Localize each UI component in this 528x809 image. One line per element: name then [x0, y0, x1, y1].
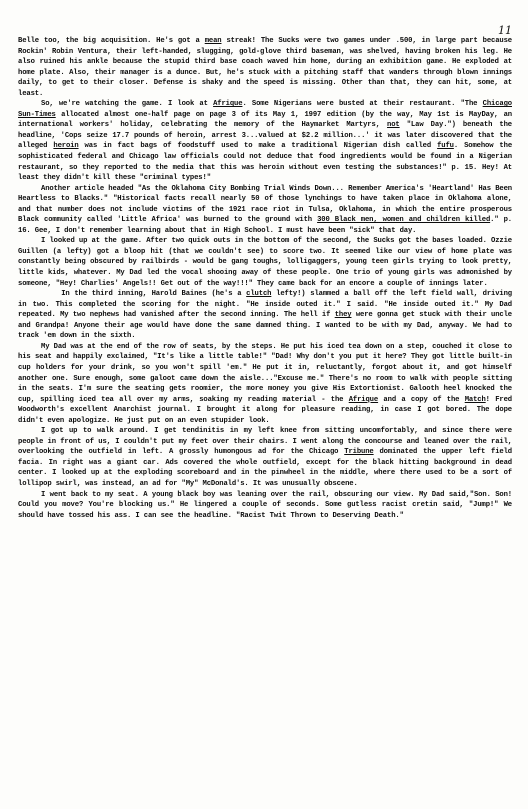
paragraph	[18, 342, 512, 426]
paragraph	[18, 99, 512, 183]
text-run: I looked up at the game. After two quick outs in the bottom of the second, the Sucks got the bases loaded. Ozzie Guillen (a lefty) got a bloop hit (that we couldn't see) to score two. It seemed like our view of home plate was constantly being obscured by railbirds - would be gang toughs, lolligaggers, young teen girls trying to look pretty, little kids, whatever. My Dad led the vocal shooing away of these people. One trio of young girls was admonished by someone, "Hey! Charlies' Angels!! Get out of the way!!!" They came back for an encore a couple of innings later.	[18, 237, 512, 288]
text-run: allocated almost one-half page on page 3 of its May 1, 1997 edition (by the way, May 1st is MayDay, an international workers' holiday, celebrating the memory of the Haymarket Martyrs,	[18, 110, 512, 130]
text-run: was in fact bags of foodstuff used to make a traditional Nigerian dish called	[78, 142, 438, 151]
text-run: . Somehow the sophisticated federal and Chicago law officials could not deduce that food ingredients would be found in a Nigerian restaurant, so they reported to the media that this was heroin without even testing the substances!" p. 15. Hey! At least they didn't kill these "criminal types!"	[18, 142, 513, 183]
text-run: I went back to my seat. A young black boy was leaning over the rail, obscuring our view. My Dad said,"Son. Son! Could you move? You're blocking us." He lingered a couple of seconds. Some gutless racist cretin said, "Jump!" We should have tossed his ass. I can see the headline. "Racist Twit Thrown to Deserving Death."	[18, 490, 512, 520]
paragraph	[18, 184, 512, 237]
paragraph	[18, 426, 512, 489]
underlined-text: heroin	[53, 142, 79, 151]
underlined-text: Chicago Sun-Times	[18, 100, 512, 119]
underlined-text: Afrique	[213, 100, 243, 109]
paragraph	[18, 236, 512, 289]
text-run: "Law Day.") beneath the headline, 'Cops seize 17.7 pounds of heroin, arrest 3...valued at $2.2 million...' it was later discovered that the alleged	[18, 121, 512, 151]
underlined-text: 300 Black men, women and children killed	[317, 216, 491, 225]
text-run: . Some Nigerians were busted at their restaurant. "The	[242, 100, 483, 109]
underlined-text: clutch	[246, 290, 272, 299]
text-run: ! Fred Woodworth's excellent Anarchist journal. I brought it along for pleasure reading, in case I got bored. The dope didn't even apologize. He just put on an even stupider look.	[18, 395, 512, 425]
text-run: were gonna get stuck with their uncle and Grandpa! Anyone their age would have done the same damned thing. I wanted to be with my Dad, anyway. We had to track 'em down in the sixth.	[18, 311, 512, 341]
page-number: 11	[498, 24, 512, 37]
text-run: Belle too, the big acquisition. He's got a	[18, 37, 205, 45]
text-run: So, we're watching the game. I look at	[41, 100, 214, 109]
text-run: lefty!) slammed a ball off the left field wall, driving in two. This completed the scoring for the night. "He inside outed it." I said. "He inside outed it." My Dad repeated. My two nephews had vanished after the second inning. The hell if	[18, 290, 512, 320]
text-run: In the third inning, Harold Baines (he's a	[61, 290, 247, 299]
text-run: dominated the upper left field facia. In right was a giant car. Ads covered the whole outfield, except for the black hitting background in dead center. I looked up at the exploding scoreboard and in the pinwheel in the middle, where there used to be a sort of lollipop swirl, was instead, an ad for "My" McDonald's. It was unusually obscene.	[18, 448, 512, 488]
text-run: My Dad was at the end of the row of seats, by the steps. He put his iced tea down on a step, couched it close to his seat and happily exclaimed, "It's like a little table!" "Dad! Why don't you put it here? They got little built-in cup holders for your drink, so you won't spill 'em." He put it in, reluctantly, forgot about it, and got himself another one. Sure enough, some galoot came down the aisle..."Excuse me." There's no room to walk with people sitting in the seats. I'm sure the seating gets roomier, the more money you give His Extortionist. Galooth heel knocked the cup, spilling iced tea all over my arms, soaking my reading material - the	[18, 342, 512, 404]
paragraph	[18, 490, 512, 522]
paragraph	[18, 289, 512, 342]
text-run: streak! The Sucks were two games under .500, in large part because Rockin' Robin Ventura, their left-handed, slugging, gold-glove third baseman, was shelved, having broken his leg. He also ruined his ankle because the stupid third base coach waved him home, during an exhibition game. He exploded at home plate. Also, their manager is a dunce. But, he's stuck with a pitching staff that wanders through blown innings daily, to get to their closer. Defense is shaky and the speed is missing. Other than that, they can hit, some, at least.	[18, 37, 513, 98]
underlined-text: fufu	[437, 142, 454, 151]
underlined-text: they	[334, 311, 352, 320]
underlined-text: not	[387, 121, 400, 130]
text-run: ." p. 16. Gee, I don't remember learning about that in High School. I must have been "sick" that day.	[18, 216, 512, 235]
underlined-text: Match	[464, 395, 486, 404]
underlined-text: Tribune	[344, 448, 374, 457]
underlined-text: Afrique	[348, 395, 379, 404]
text-run: I got up to walk around. I get tendinitis in my left knee from sitting uncomfortably, and since there were people in front of us, I couldn't put my feet over their chairs. I went along the concourse and leaned over the rail, overlooking the outfield in left. A grossly humongous ad for the Chicago	[18, 427, 512, 457]
text-run: and a copy of the	[378, 395, 465, 404]
paragraph	[18, 36, 512, 99]
text-run: Another article headed "As the Oklahoma City Bombing Trial Winds Down... Remember America's 'Heartland' Has Been Heartless to Blacks." "Historical facts recall nearly 50 of those lynchings to have taken place in Oklahoma alone, and that number does not include victims of the 1921 race riot in Tulsa, Oklahoma, in which the entire prosperous Black community called 'Little Africa' was burned to the ground with	[18, 184, 512, 225]
body-text	[18, 36, 512, 521]
underlined-text: mean	[204, 37, 222, 45]
